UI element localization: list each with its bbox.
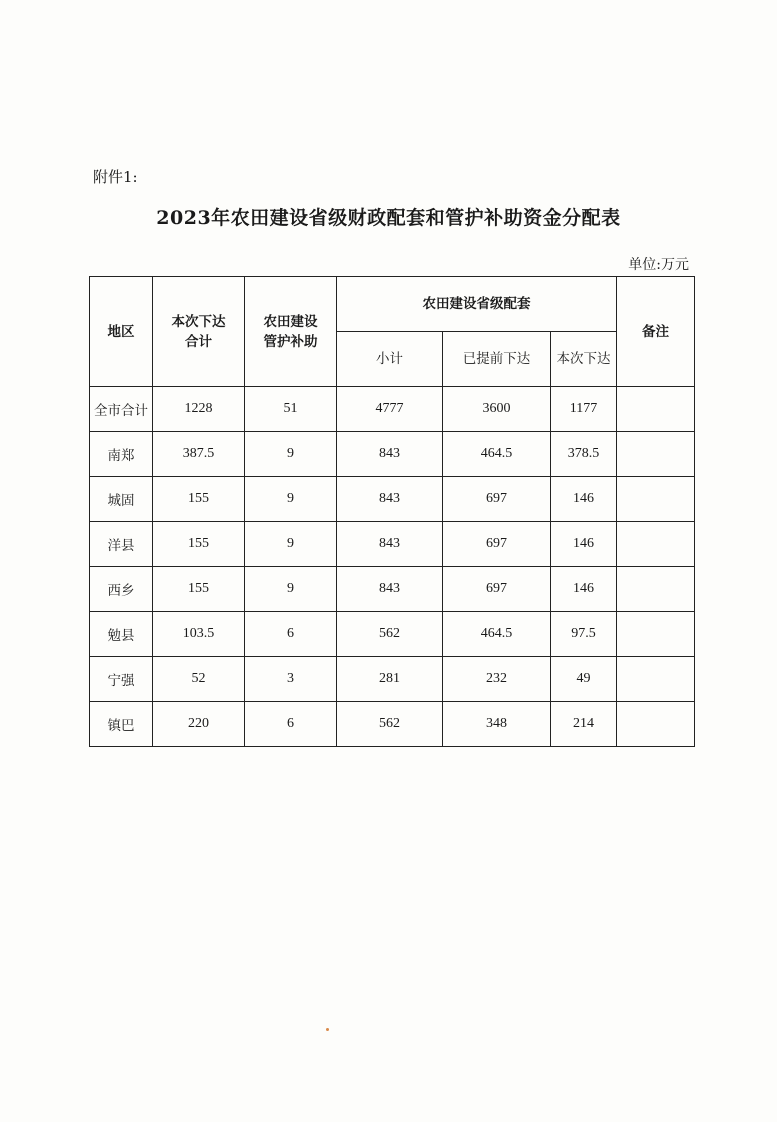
region-cell: 勉县 bbox=[90, 612, 153, 657]
current-issued-cell: 146 bbox=[551, 567, 617, 612]
prior-issued-cell: 348 bbox=[443, 702, 551, 747]
total-cell: 155 bbox=[153, 477, 245, 522]
subtotal-cell: 562 bbox=[337, 612, 443, 657]
region-cell: 全市合计 bbox=[90, 387, 153, 432]
current-issued-cell: 146 bbox=[551, 522, 617, 567]
document-title: 2023年农田建设省级财政配套和管护补助资金分配表 bbox=[156, 207, 621, 229]
header-total bbox=[153, 277, 245, 387]
region-cell: 洋县 bbox=[90, 522, 153, 567]
header-region: 地区 bbox=[90, 277, 153, 387]
region-cell: 南郑 bbox=[90, 432, 153, 477]
region-cell: 镇巴 bbox=[90, 702, 153, 747]
remarks-cell bbox=[617, 612, 695, 657]
current-issued-cell: 214 bbox=[551, 702, 617, 747]
header-subtotal: 小计 bbox=[337, 332, 443, 387]
subsidy-cell: 6 bbox=[245, 702, 337, 747]
total-cell: 155 bbox=[153, 522, 245, 567]
header-subsidy-line2: 管护补助 bbox=[263, 333, 318, 350]
total-cell: 220 bbox=[153, 702, 245, 747]
remarks-cell bbox=[617, 567, 695, 612]
total-cell: 52 bbox=[153, 657, 245, 702]
allocation-table bbox=[89, 276, 695, 747]
prior-issued-cell: 697 bbox=[443, 567, 551, 612]
attachment-label: 附件1: bbox=[93, 168, 138, 186]
total-cell: 387.5 bbox=[153, 432, 245, 477]
unit-label: 单位:万元 bbox=[628, 257, 689, 273]
header-provincial-group: 农田建设省级配套 bbox=[337, 277, 617, 332]
subtotal-cell: 843 bbox=[337, 567, 443, 612]
current-issued-cell: 49 bbox=[551, 657, 617, 702]
current-issued-cell: 378.5 bbox=[551, 432, 617, 477]
subsidy-cell: 9 bbox=[245, 567, 337, 612]
table-row bbox=[90, 432, 695, 477]
region-cell: 西乡 bbox=[90, 567, 153, 612]
current-issued-cell: 146 bbox=[551, 477, 617, 522]
header-total-line1: 本次下达 bbox=[171, 313, 226, 330]
remarks-cell bbox=[617, 522, 695, 567]
subsidy-cell: 51 bbox=[245, 387, 337, 432]
table-row bbox=[90, 387, 695, 432]
total-cell: 103.5 bbox=[153, 612, 245, 657]
subsidy-cell: 9 bbox=[245, 432, 337, 477]
remarks-cell bbox=[617, 477, 695, 522]
table-body bbox=[90, 387, 695, 747]
remarks-cell bbox=[617, 657, 695, 702]
total-cell: 1228 bbox=[153, 387, 245, 432]
remarks-cell bbox=[617, 432, 695, 477]
subsidy-cell: 3 bbox=[245, 657, 337, 702]
subsidy-cell: 9 bbox=[245, 522, 337, 567]
current-issued-cell: 97.5 bbox=[551, 612, 617, 657]
total-cell: 155 bbox=[153, 567, 245, 612]
prior-issued-cell: 697 bbox=[443, 522, 551, 567]
prior-issued-cell: 3600 bbox=[443, 387, 551, 432]
table-row bbox=[90, 522, 695, 567]
table-row bbox=[90, 477, 695, 522]
header-total-line2: 合计 bbox=[185, 333, 212, 350]
subtotal-cell: 843 bbox=[337, 522, 443, 567]
prior-issued-cell: 464.5 bbox=[443, 612, 551, 657]
subtotal-cell: 843 bbox=[337, 477, 443, 522]
subtotal-cell: 281 bbox=[337, 657, 443, 702]
region-cell: 宁强 bbox=[90, 657, 153, 702]
table-row bbox=[90, 702, 695, 747]
header-prior-issued: 已提前下达 bbox=[443, 332, 551, 387]
scan-speck bbox=[326, 1028, 329, 1031]
current-issued-cell: 1177 bbox=[551, 387, 617, 432]
subsidy-cell: 9 bbox=[245, 477, 337, 522]
subtotal-cell: 4777 bbox=[337, 387, 443, 432]
region-cell: 城固 bbox=[90, 477, 153, 522]
table-row bbox=[90, 612, 695, 657]
table-row bbox=[90, 567, 695, 612]
subtotal-cell: 843 bbox=[337, 432, 443, 477]
subsidy-cell: 6 bbox=[245, 612, 337, 657]
prior-issued-cell: 464.5 bbox=[443, 432, 551, 477]
header-subsidy bbox=[245, 277, 337, 387]
prior-issued-cell: 697 bbox=[443, 477, 551, 522]
header-subsidy-line1: 农田建设 bbox=[263, 313, 318, 330]
remarks-cell bbox=[617, 387, 695, 432]
prior-issued-cell: 232 bbox=[443, 657, 551, 702]
header-remarks: 备注 bbox=[617, 277, 695, 387]
header-this-issued: 本次下达 bbox=[551, 332, 617, 387]
table-row bbox=[90, 657, 695, 702]
subtotal-cell: 562 bbox=[337, 702, 443, 747]
remarks-cell bbox=[617, 702, 695, 747]
